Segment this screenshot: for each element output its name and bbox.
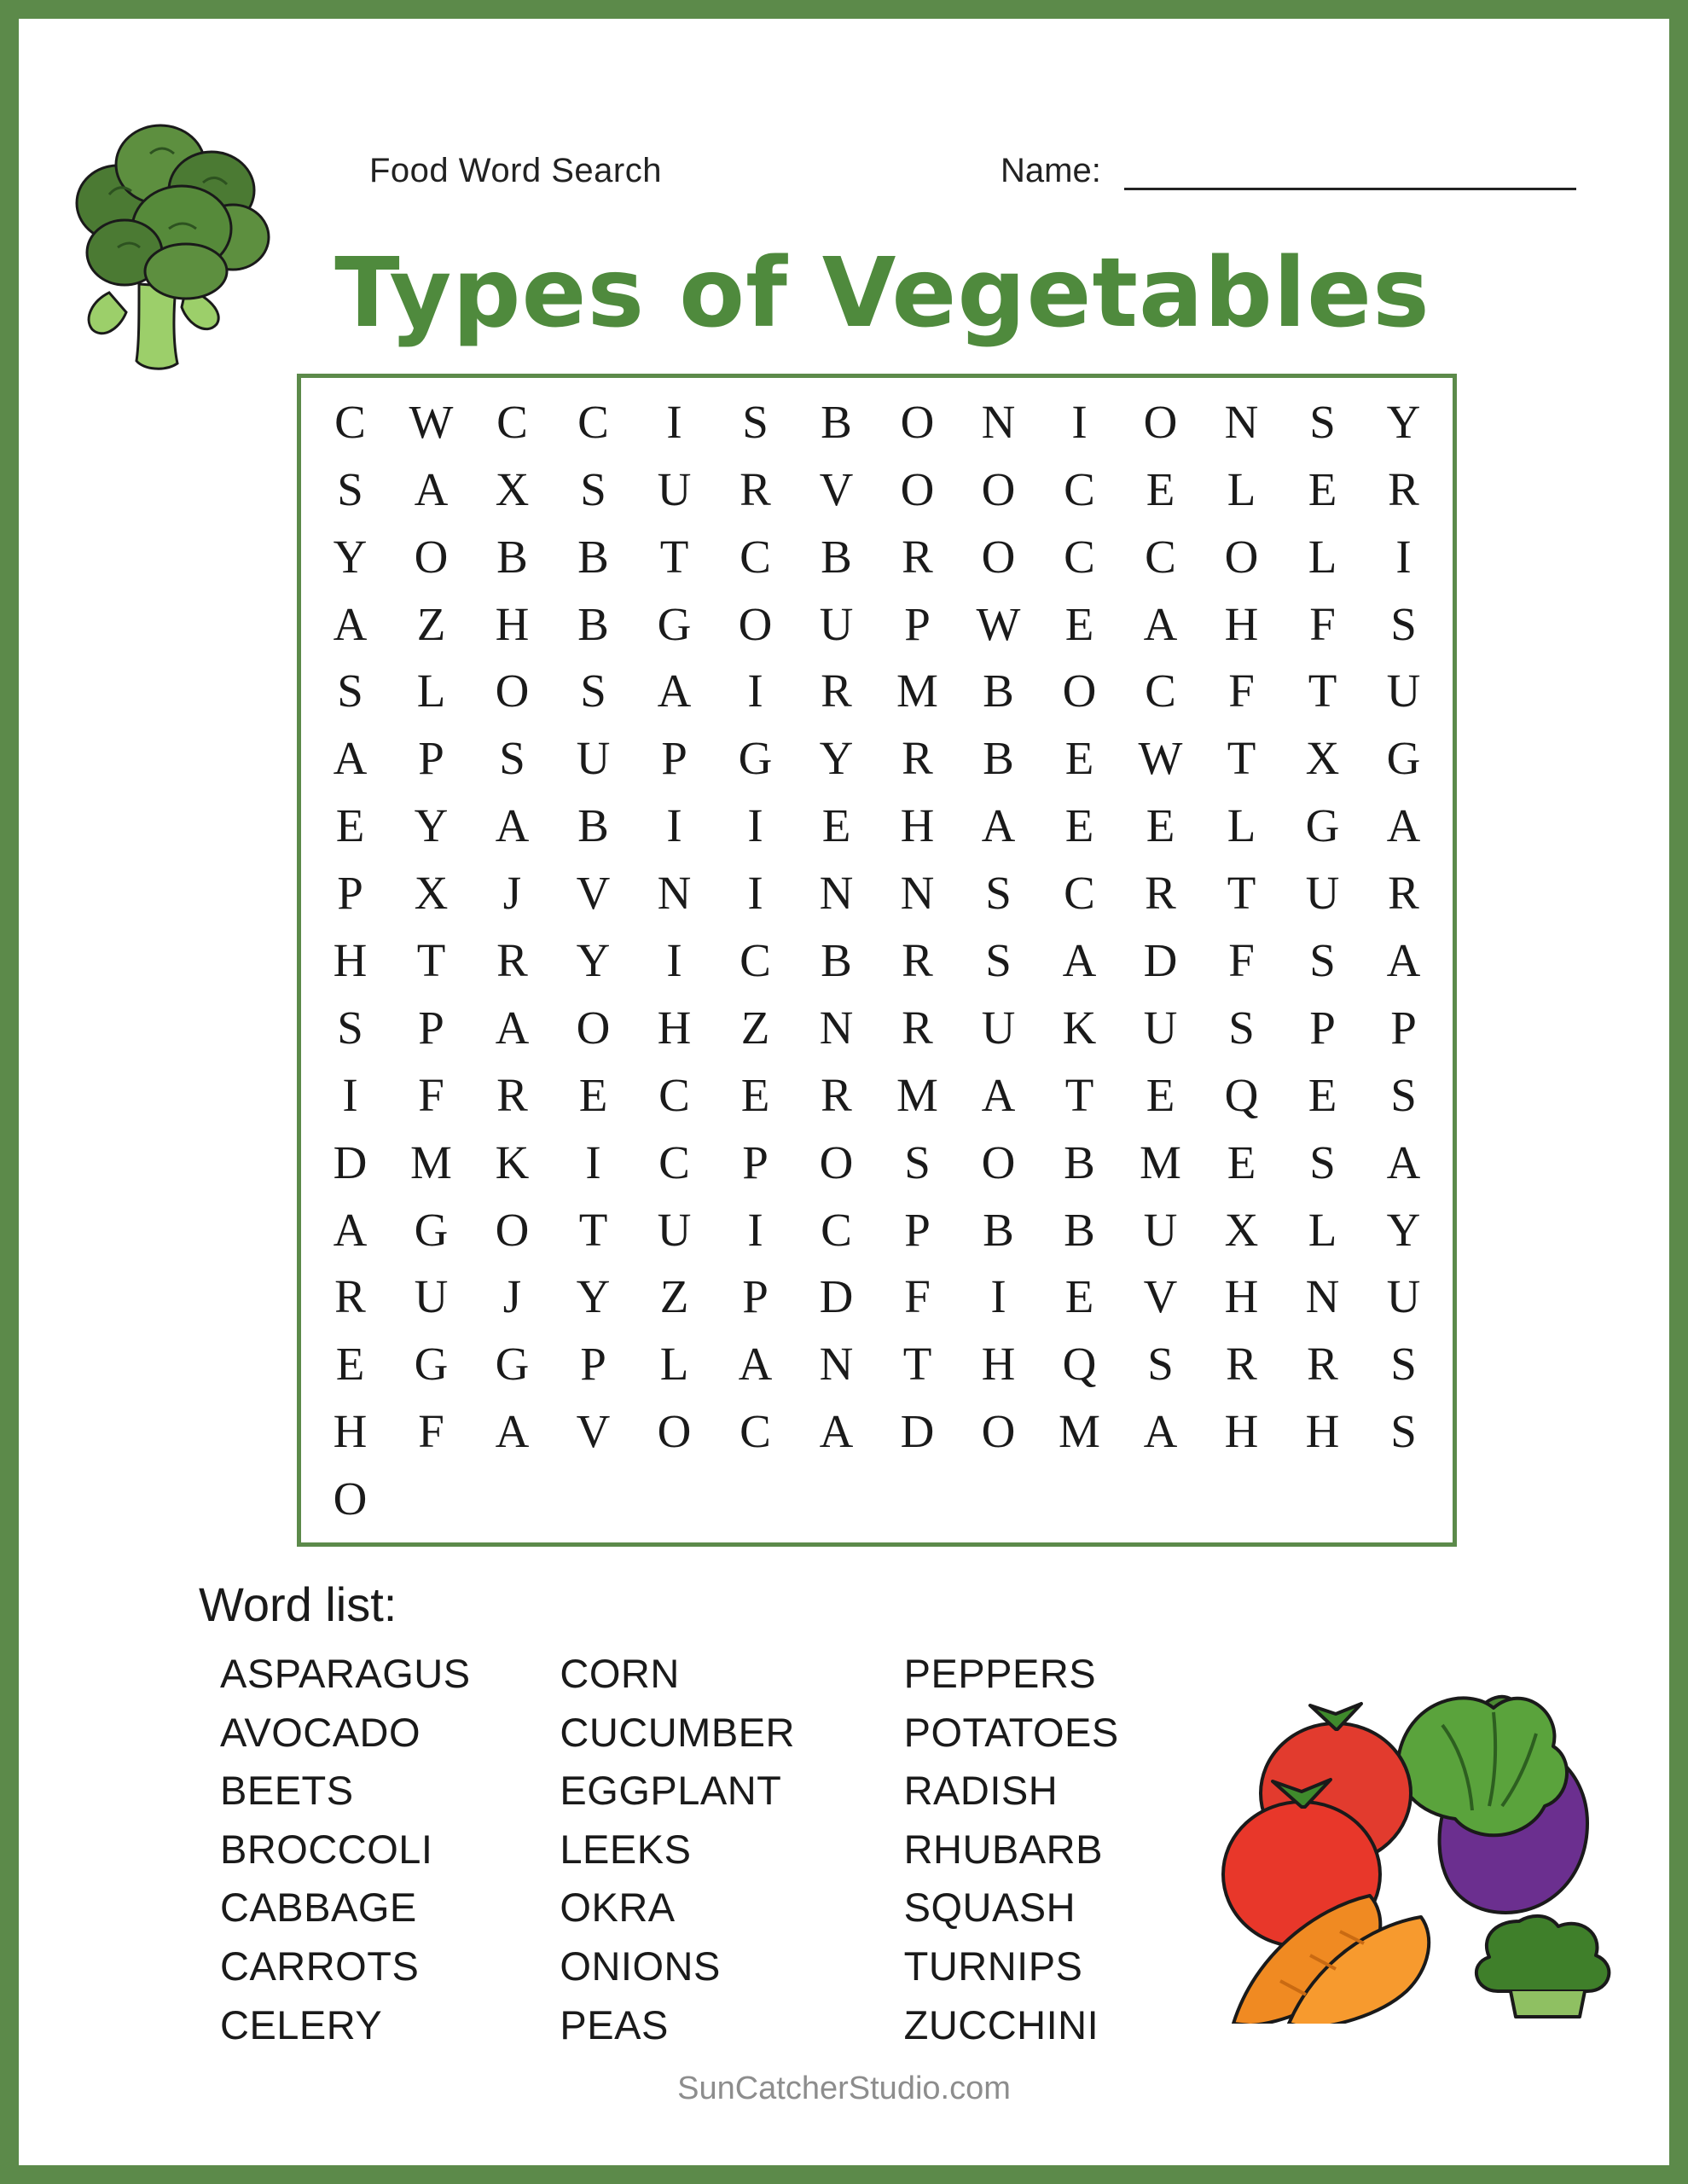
grid-cell[interactable]: A (819, 1405, 854, 1458)
grid-cell[interactable]: U (1386, 665, 1421, 717)
grid-cell[interactable]: S (1309, 395, 1336, 448)
grid-cell[interactable]: A (333, 597, 368, 650)
grid-cell[interactable]: H (1224, 1270, 1259, 1323)
grid-cell[interactable]: L (1308, 1203, 1337, 1256)
grid-cell[interactable]: B (821, 530, 852, 583)
grid-cell[interactable]: S (580, 665, 606, 717)
page-title: Types of Vegetables (334, 238, 1430, 349)
grid-cell[interactable]: P (904, 597, 931, 650)
grid-cell[interactable]: P (418, 1001, 444, 1054)
grid-cell[interactable]: Y (333, 530, 368, 583)
grid-cell[interactable]: N (900, 867, 935, 920)
grid-cell[interactable]: A (1386, 1136, 1421, 1188)
grid-cell[interactable]: P (1309, 1001, 1336, 1054)
grid-cell[interactable]: A (1143, 1405, 1178, 1458)
grid-cell[interactable]: S (742, 395, 769, 448)
grid-cell[interactable]: H (333, 1405, 368, 1458)
word-list-item[interactable]: EGGPLANT (560, 1768, 782, 1814)
word-list-item[interactable]: RHUBARB (903, 1826, 1103, 1872)
grid-cell[interactable]: H (1224, 1405, 1259, 1458)
word-list-item[interactable]: TURNIPS (903, 1943, 1083, 1989)
grid-cell[interactable]: A (981, 799, 1016, 852)
grid-cell[interactable]: D (1143, 933, 1178, 986)
grid-cell[interactable]: C (1064, 462, 1095, 515)
word-list-item[interactable]: ONIONS (560, 1943, 721, 1989)
grid-cell[interactable]: O (981, 1405, 1016, 1458)
grid-cell[interactable]: S (580, 462, 606, 515)
grid-cell[interactable]: O (738, 597, 773, 650)
word-list-item[interactable]: ZUCCHINI (903, 2001, 1099, 2048)
grid-cell[interactable]: N (1224, 395, 1259, 448)
grid-cell[interactable]: V (819, 462, 854, 515)
grid-cell[interactable]: U (1143, 1001, 1178, 1054)
grid-cell[interactable]: Y (576, 933, 611, 986)
word-list-item[interactable]: POTATOES (903, 1709, 1119, 1755)
grid-cell[interactable]: E (1064, 732, 1094, 785)
grid-cell[interactable]: F (418, 1068, 444, 1121)
grid-cell[interactable]: A (333, 732, 368, 785)
letter-grid (310, 388, 1444, 1532)
word-list-item[interactable]: PEAS (560, 2001, 669, 2048)
grid-cell[interactable]: I (1395, 530, 1412, 583)
grid-cell[interactable]: B (577, 799, 609, 852)
grid-cell[interactable]: T (578, 1203, 608, 1256)
grid-cell[interactable]: I (747, 665, 763, 717)
grid-cell[interactable]: R (902, 732, 933, 785)
word-list-item[interactable]: BROCCOLI (220, 1826, 433, 1872)
grid-cell[interactable]: U (819, 597, 854, 650)
grid-cell[interactable]: T (1308, 665, 1337, 717)
grid-cell[interactable]: O (657, 1405, 692, 1458)
grid-cell[interactable]: R (334, 1270, 366, 1323)
grid-cell[interactable]: C (1064, 530, 1095, 583)
word-list (220, 1645, 1244, 2054)
grid-cell[interactable]: B (983, 1203, 1014, 1256)
grid-cell[interactable]: B (496, 530, 528, 583)
grid-cell[interactable]: C (740, 933, 771, 986)
grid-cell[interactable]: G (1386, 732, 1421, 785)
grid-cell[interactable]: P (742, 1136, 769, 1188)
word-list-item[interactable]: OKRA (560, 1885, 676, 1931)
grid-cell[interactable]: J (502, 1270, 522, 1323)
grid-cell[interactable]: A (657, 665, 692, 717)
grid-cell[interactable]: G (1305, 799, 1340, 852)
grid-cell[interactable]: G (657, 597, 692, 650)
grid-cell[interactable]: Y (819, 732, 854, 785)
grid-cell[interactable]: T (1227, 867, 1256, 920)
grid-cell[interactable]: V (576, 1405, 611, 1458)
grid-cell[interactable]: E (1146, 1068, 1175, 1121)
grid-cell[interactable]: C (1145, 665, 1176, 717)
grid-cell[interactable]: R (1145, 867, 1176, 920)
grid-cell[interactable]: C (577, 395, 609, 448)
grid-cell[interactable]: X (495, 462, 530, 515)
grid-cell[interactable]: S (1228, 1001, 1255, 1054)
grid-cell[interactable]: E (1227, 1136, 1256, 1188)
grid-cell[interactable]: P (661, 732, 687, 785)
grid-cell[interactable]: X (414, 867, 449, 920)
grid-cell[interactable]: F (418, 1405, 444, 1458)
grid-cell[interactable]: Y (576, 1270, 611, 1323)
grid-cell[interactable]: P (418, 732, 444, 785)
grid-cell[interactable]: A (333, 1203, 368, 1256)
grid-cell[interactable]: O (900, 462, 935, 515)
grid-cell[interactable]: R (496, 1068, 528, 1121)
grid-cell[interactable]: S (1390, 1068, 1417, 1121)
grid-cell[interactable]: S (1390, 1338, 1417, 1391)
grid-cell[interactable]: M (896, 1068, 938, 1121)
grid-cell[interactable]: C (334, 395, 366, 448)
grid-cell[interactable]: R (902, 933, 933, 986)
grid-cell[interactable]: A (1386, 799, 1421, 852)
grid-cell[interactable]: E (1064, 799, 1094, 852)
grid-cell[interactable]: M (410, 1136, 452, 1188)
grid-cell[interactable]: P (904, 1203, 931, 1256)
grid-cell[interactable]: B (577, 597, 609, 650)
grid-cell[interactable]: Q (1062, 1338, 1097, 1391)
footer-credit: SunCatcherStudio.com (677, 2071, 1011, 2106)
grid-cell[interactable]: U (576, 732, 611, 785)
grid-cell[interactable]: U (981, 1001, 1016, 1054)
grid-cell[interactable]: R (1226, 1338, 1257, 1391)
grid-cell[interactable]: V (1143, 1270, 1178, 1323)
word-list-column (560, 1645, 903, 2054)
grid-cell[interactable]: L (659, 1338, 689, 1391)
grid-cell[interactable]: J (502, 867, 522, 920)
word-list-title: Word list: (199, 1577, 397, 1631)
grid-cell[interactable]: O (576, 1001, 611, 1054)
word-list-item[interactable]: PEPPERS (903, 1651, 1097, 1696)
grid-cell[interactable]: A (414, 462, 449, 515)
grid-cell[interactable]: V (576, 867, 611, 920)
grid-cell[interactable]: S (985, 867, 1012, 920)
grid-cell[interactable]: A (981, 1068, 1016, 1121)
grid-cell[interactable]: T (1064, 1068, 1094, 1121)
grid-cell[interactable]: S (337, 665, 363, 717)
grid-cell[interactable]: S (1309, 1136, 1336, 1188)
grid-cell[interactable]: W (976, 597, 1021, 650)
grid-cell[interactable]: L (416, 665, 446, 717)
grid-cell[interactable]: Y (1386, 1203, 1421, 1256)
grid-cell[interactable]: E (821, 799, 851, 852)
word-list-item[interactable]: SQUASH (903, 1885, 1076, 1931)
grid-cell[interactable]: U (1386, 1270, 1421, 1323)
grid-cell[interactable]: M (896, 665, 938, 717)
grid-cell[interactable]: I (990, 1270, 1006, 1323)
grid-cell[interactable]: S (904, 1136, 931, 1188)
grid-cell[interactable]: O (1143, 395, 1178, 448)
grid-cell[interactable]: L (1308, 530, 1337, 583)
grid-cell[interactable]: D (333, 1136, 368, 1188)
grid-cell[interactable]: E (1146, 462, 1175, 515)
grid-cell[interactable]: C (740, 530, 771, 583)
grid-cell[interactable]: I (747, 867, 763, 920)
grid-cell[interactable]: B (577, 530, 609, 583)
grid-cell[interactable]: H (333, 933, 368, 986)
grid-cell[interactable]: L (1227, 799, 1256, 852)
grid-cell[interactable]: N (819, 1001, 854, 1054)
grid-cell[interactable]: G (738, 732, 773, 785)
grid-cell[interactable]: H (981, 1338, 1016, 1391)
grid-cell[interactable]: I (666, 933, 682, 986)
grid-cell[interactable]: N (819, 1338, 854, 1391)
grid-cell[interactable]: E (1308, 462, 1337, 515)
grid-cell[interactable]: F (1309, 597, 1336, 650)
grid-cell[interactable]: D (819, 1270, 854, 1323)
grid-cell[interactable]: R (1388, 867, 1419, 920)
grid-cell[interactable]: N (981, 395, 1016, 448)
vegetables-icon (1186, 1640, 1630, 2024)
grid-cell[interactable]: I (747, 1203, 763, 1256)
grid-cell[interactable]: R (821, 1068, 852, 1121)
grid-cell[interactable]: E (1146, 799, 1175, 852)
grid-cell[interactable]: E (1064, 1270, 1094, 1323)
grid-cell[interactable]: Y (414, 799, 449, 852)
grid-cell[interactable]: O (495, 1203, 530, 1256)
grid-cell[interactable]: E (335, 1338, 365, 1391)
grid-cell[interactable]: P (337, 867, 363, 920)
grid-cell[interactable]: F (1228, 933, 1255, 986)
grid-cell[interactable]: B (821, 933, 852, 986)
grid-cell[interactable]: A (1386, 933, 1421, 986)
word-list-item[interactable]: LEEKS (560, 1826, 692, 1872)
grid-cell[interactable]: Z (740, 1001, 770, 1054)
grid-cell[interactable]: P (580, 1338, 606, 1391)
grid-cell[interactable]: H (1305, 1405, 1340, 1458)
grid-cell[interactable]: B (983, 732, 1014, 785)
grid-cell[interactable]: A (495, 1001, 530, 1054)
grid-cell[interactable]: O (333, 1472, 368, 1525)
grid-cell[interactable]: S (1147, 1338, 1174, 1391)
grid-cell[interactable]: G (414, 1338, 449, 1391)
grid-cell[interactable]: Q (1224, 1068, 1259, 1121)
word-list-item[interactable]: CUCUMBER (560, 1709, 795, 1755)
grid-cell[interactable]: D (900, 1405, 935, 1458)
grid-cell[interactable]: C (1145, 530, 1176, 583)
grid-cell[interactable]: I (747, 799, 763, 852)
word-list-item[interactable]: ASPARAGUS (220, 1651, 471, 1696)
grid-cell[interactable]: E (740, 1068, 770, 1121)
grid-cell[interactable]: S (985, 933, 1012, 986)
word-list-item[interactable]: RADISH (903, 1768, 1059, 1814)
grid-cell[interactable]: F (1228, 665, 1255, 717)
grid-cell[interactable]: U (657, 462, 692, 515)
grid-cell[interactable]: P (742, 1270, 769, 1323)
grid-cell[interactable]: B (1064, 1136, 1095, 1188)
grid-cell[interactable]: H (495, 597, 530, 650)
grid-cell[interactable]: I (666, 799, 682, 852)
worksheet-inner (38, 38, 1650, 2146)
grid-cell[interactable]: O (981, 530, 1016, 583)
grid-cell[interactable]: U (657, 1203, 692, 1256)
grid-cell[interactable]: R (902, 1001, 933, 1054)
grid-cell[interactable]: H (657, 1001, 692, 1054)
page-subtitle: Food Word Search (369, 152, 662, 189)
header (41, 92, 1647, 349)
grid-cell[interactable]: M (1059, 1405, 1100, 1458)
grid-cell[interactable]: O (414, 530, 449, 583)
grid-cell[interactable]: O (900, 395, 935, 448)
grid-cell[interactable]: W (409, 395, 454, 448)
grid-cell[interactable]: N (819, 867, 854, 920)
grid-cell[interactable]: H (1224, 597, 1259, 650)
word-list-item[interactable]: CABBAGE (220, 1885, 417, 1931)
grid-cell[interactable]: R (902, 530, 933, 583)
grid-cell[interactable]: S (337, 462, 363, 515)
grid-cell[interactable]: S (337, 1001, 363, 1054)
grid-cell[interactable]: R (740, 462, 771, 515)
word-list-item[interactable]: CARROTS (220, 1943, 420, 1989)
grid-cell[interactable]: I (1071, 395, 1088, 448)
grid-cell[interactable]: C (740, 1405, 771, 1458)
grid-cell[interactable]: S (499, 732, 525, 785)
grid-cell[interactable]: B (1064, 1203, 1095, 1256)
grid-cell[interactable]: X (1224, 1203, 1259, 1256)
grid-cell[interactable]: M (1140, 1136, 1181, 1188)
grid-cell[interactable]: O (981, 1136, 1016, 1188)
grid-cell[interactable]: O (981, 462, 1016, 515)
grid-cell[interactable]: P (1390, 1001, 1417, 1054)
grid-cell[interactable]: N (1305, 1270, 1340, 1323)
word-list-item[interactable]: CORN (560, 1651, 680, 1696)
grid-cell[interactable]: I (666, 395, 682, 448)
grid-cell[interactable]: I (585, 1136, 601, 1188)
grid-cell[interactable]: N (657, 867, 692, 920)
grid-cell[interactable]: K (495, 1136, 530, 1188)
grid-cell[interactable]: X (1305, 732, 1340, 785)
word-list-item[interactable]: CELERY (220, 2001, 383, 2048)
grid-cell[interactable]: T (1227, 732, 1256, 785)
grid-cell[interactable]: G (414, 1203, 449, 1256)
grid-cell[interactable]: R (1307, 1338, 1338, 1391)
grid-cell[interactable]: C (1064, 867, 1095, 920)
grid-cell[interactable]: O (495, 665, 530, 717)
grid-cell[interactable]: T (416, 933, 446, 986)
grid-cell[interactable]: O (1224, 530, 1259, 583)
grid-cell[interactable]: A (738, 1338, 773, 1391)
grid-cell[interactable]: E (1064, 597, 1094, 650)
grid-cell[interactable]: O (819, 1136, 854, 1188)
grid-cell[interactable]: U (414, 1270, 449, 1323)
name-input-line[interactable] (1124, 188, 1576, 190)
grid-cell[interactable]: A (1143, 597, 1178, 650)
grid-cell[interactable]: E (1308, 1068, 1337, 1121)
name-label: Name: (1001, 152, 1101, 189)
grid-cell[interactable]: B (983, 665, 1014, 717)
grid-cell[interactable]: S (1390, 597, 1417, 650)
grid-cell[interactable]: U (1143, 1203, 1178, 1256)
grid-cell[interactable]: R (821, 665, 852, 717)
grid-cell[interactable]: S (1390, 1405, 1417, 1458)
grid-cell[interactable]: F (904, 1270, 931, 1323)
grid-cell[interactable]: Y (1386, 395, 1421, 448)
grid-cell[interactable]: A (1062, 933, 1097, 986)
grid-cell[interactable]: R (1388, 462, 1419, 515)
grid-cell[interactable]: S (1309, 933, 1336, 986)
grid-cell[interactable]: L (1227, 462, 1256, 515)
grid-cell[interactable]: A (495, 799, 530, 852)
grid-cell[interactable]: T (902, 1338, 932, 1391)
grid-cell[interactable]: E (578, 1068, 608, 1121)
word-search-grid[interactable] (297, 374, 1457, 1547)
grid-cell[interactable]: C (658, 1068, 690, 1121)
grid-cell[interactable]: C (496, 395, 528, 448)
grid-cell[interactable]: W (1138, 732, 1183, 785)
word-list-item[interactable]: BEETS (220, 1768, 354, 1814)
grid-cell[interactable]: I (342, 1068, 358, 1121)
grid-cell[interactable]: H (900, 799, 935, 852)
grid-cell[interactable]: B (821, 395, 852, 448)
grid-cell[interactable]: E (335, 799, 365, 852)
grid-cell[interactable]: Z (416, 597, 446, 650)
word-list-item[interactable]: AVOCADO (220, 1709, 421, 1755)
grid-cell[interactable]: A (495, 1405, 530, 1458)
grid-cell[interactable]: U (1305, 867, 1340, 920)
grid-cell[interactable]: G (495, 1338, 530, 1391)
grid-cell[interactable]: O (1062, 665, 1097, 717)
grid-cell[interactable]: R (496, 933, 528, 986)
grid-cell[interactable]: Z (659, 1270, 689, 1323)
grid-cell[interactable]: C (658, 1136, 690, 1188)
grid-cell[interactable]: T (659, 530, 689, 583)
grid-cell[interactable]: C (821, 1203, 852, 1256)
grid-cell[interactable]: K (1062, 1001, 1097, 1054)
word-list-column (220, 1645, 560, 2054)
